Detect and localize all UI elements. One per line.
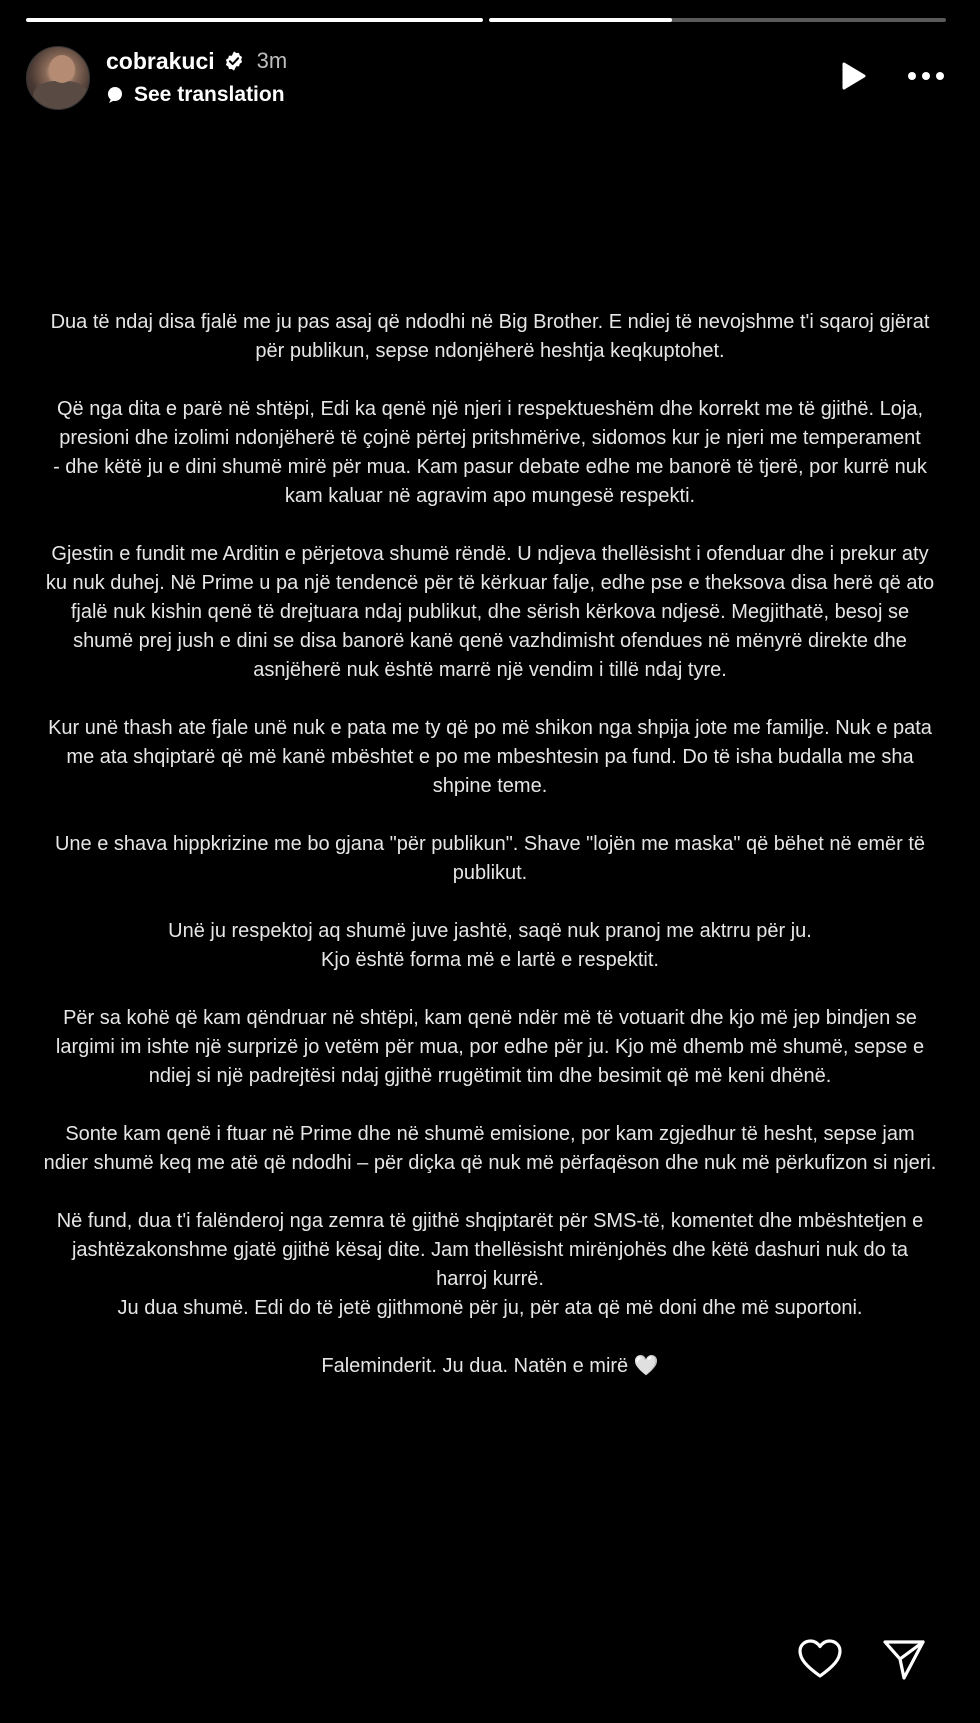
message-paragraph: Kur unë thash ate fjale unë nuk e pata me ty që po më shikon nga shpija jote me familje. Nuk e pata me ata shqiptarë që më kanë mbështet e po me mbeshtesin pa fund. Do të isha budalla me sha shpine teme. xyxy=(48,717,932,797)
avatar-shoulders xyxy=(33,81,89,110)
message-paragraph: Unë ju respektoj aq shumë juve jashtë, saqë nuk pranoj me aktrru për ju. xyxy=(168,920,812,942)
verified-badge-icon xyxy=(223,50,245,72)
message-paragraph: Sonte kam qenë i ftuar në Prime dhe në shumë emisione, por kam zgjedhur të hesht, sepse jam ndier shumë keq me atë që ndodhi – për diçka që nuk më përfaqëson dhe nuk më përkufizon si njeri. xyxy=(43,1123,937,1174)
see-translation[interactable] xyxy=(106,82,285,108)
story-progress xyxy=(26,18,946,22)
see-translation-label[interactable]: See translation xyxy=(134,83,285,106)
username-row xyxy=(106,46,287,76)
translate-icon xyxy=(106,86,124,104)
more-icon[interactable] xyxy=(906,66,946,86)
message-paragraph: Që nga dita e parë në shtëpi, Edi ka qenë një njeri i respektueshëm dhe korrekt me të gjithë. Loja, presioni dhe izolimi ndonjëherë të çojnë përtej pritshmërive, sidomos kur je njeri me temperament - dhe këtë ju e dini shumë mirë për mua. Kam pasur debate edhe me banorë të tjerë, por kurrë nuk kam kaluar në agravim apo mungesë respekti. xyxy=(53,398,927,507)
username[interactable]: cobrakuci xyxy=(106,47,215,74)
progress-segment xyxy=(489,18,946,22)
message-paragraph: Për sa kohë që kam qëndruar në shtëpi, kam qenë ndër më të votuarit dhe kjo më jep bindjen se largimi im ishte një surprizë jo vetëm për mua, por edhe për ju. Kjo më dhemb më shumë, sepse e ndiej si një padrejtësi ndaj gjithë rrugëtimit tim dhe besimit që më keni dhënë. xyxy=(55,1007,925,1087)
message-paragraph: Ju dua shumë. Edi do të jetë gjithmonë për ju, për ata që më doni dhe më suportoni. xyxy=(117,1297,863,1319)
message-paragraph: Gjestin e fundit me Arditin e përjetova shumë rëndë. U ndjeva thellësisht i ofenduar dhe i prekur aty ku nuk duhej. Në Prime u pa një tendencë për të kërkuar falje, edhe pse e theksova disa herë që ato fjalë nuk kishin qenë të drejtuara ndaj publikut, dhe sërish kërkova ndjesë. Megjithatë, besoj se shumë prej jush e dini se disa banorë kanë qenë vazhdimisht ofendues në mënyrë direkte dhe asnjëherë nuk është marrë një vendim i tillë ndaj tyre. xyxy=(45,543,935,681)
story-actions xyxy=(796,1635,928,1683)
message-paragraph: Une e shava hippkrizine me bo gjana "për publikun". Shave "lojën me maska" që bëhet në emër të publikut. xyxy=(54,833,926,884)
avatar[interactable] xyxy=(26,46,90,110)
message-paragraph: Kjo është forma më e lartë e respektit. xyxy=(321,949,659,971)
post-time: 3m xyxy=(256,48,288,73)
send-icon[interactable] xyxy=(880,1635,928,1683)
message-paragraph: Faleminderit. Ju dua. Natën e mirë 🤍 xyxy=(321,1355,659,1377)
message-paragraph: Dua të ndaj disa fjalë me ju pas asaj që ndodhi në Big Brother. E ndiej të nevojshme t'i sqaroj gjërat për publikun, sepse ndonjëherë heshtja keqkuptohet. xyxy=(50,311,930,362)
message-paragraph: Në fund, dua t'i falënderoj nga zemra të gjithë shqiptarët për SMS-të, komentet dhe mbështetjen e jashtëzakonshme gjatë gjithë kësaj dite. Jam thellësisht mirënjohës dhe këtë dashuri nuk do ta harroj kurrë. xyxy=(56,1210,924,1290)
heart-icon[interactable] xyxy=(796,1635,844,1683)
story-header xyxy=(26,46,946,110)
story-text xyxy=(40,308,940,1410)
avatar-head xyxy=(49,55,75,83)
progress-fill xyxy=(26,18,483,22)
progress-segment xyxy=(26,18,483,22)
progress-fill xyxy=(489,18,672,22)
play-icon[interactable] xyxy=(838,60,868,92)
